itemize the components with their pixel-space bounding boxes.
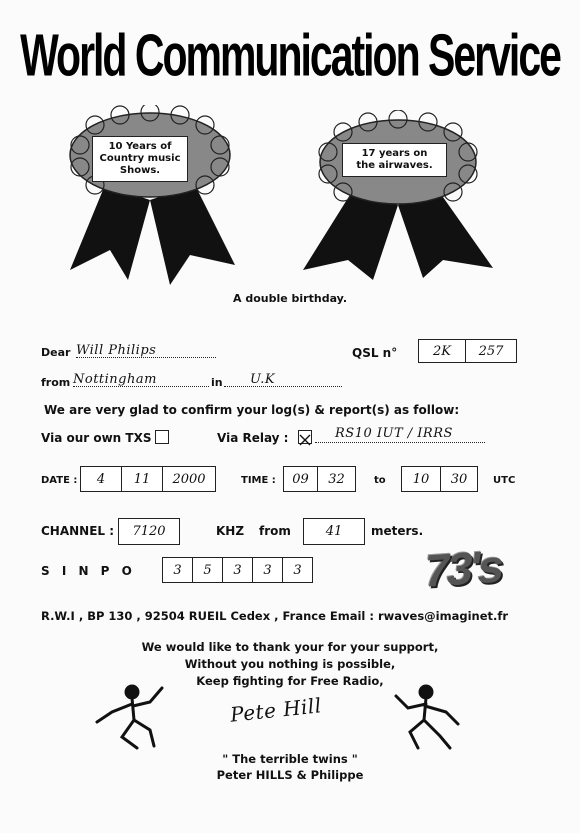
sinpo-label: S I N P O (41, 564, 136, 578)
logo-73s: 73's (420, 539, 505, 597)
qsl-label: QSL n° (352, 346, 398, 360)
address-text: R.W.I , BP 130 , 92504 RUEIL Cedex , France Email : rwaves@imaginet.fr (41, 609, 509, 623)
authors-names: Peter HILLS & Philippe (216, 768, 364, 782)
badge-line: Shows. (119, 165, 161, 176)
signature: Pete Hill (228, 693, 323, 727)
sinpo-p: 3 (252, 557, 283, 583)
qsl-box-1: 2K (418, 339, 466, 363)
from-value: Nottingham (73, 372, 157, 387)
from-label: from (41, 376, 71, 389)
to-label: to (374, 475, 386, 486)
page-title: World Communication Service (20, 22, 560, 89)
thanks-line: We would like to thank your for your support, (141, 640, 439, 654)
via-relay-label: Via Relay : (217, 431, 289, 445)
date-day: 4 (80, 466, 122, 492)
via-own-checkbox (155, 430, 169, 444)
time-from-min: 32 (317, 466, 356, 492)
badge-line: Country music (99, 153, 181, 164)
thanks-message (0, 639, 580, 690)
badge-line: 10 Years of (108, 141, 172, 152)
date-month: 11 (121, 466, 163, 492)
in-value: U.K (250, 372, 276, 387)
channel-value: 7120 (118, 518, 180, 545)
dancing-figure-right-icon (388, 682, 468, 754)
time-label: TIME : (241, 475, 276, 486)
via-relay-checkbox (298, 430, 312, 444)
badge-line: 17 years on (361, 148, 428, 159)
in-label: in (211, 376, 223, 389)
utc-label: UTC (493, 475, 516, 486)
time-to-hour: 10 (401, 466, 441, 492)
meters-value: 41 (303, 518, 365, 545)
thanks-line: Keep fighting for Free Radio, (196, 674, 384, 688)
dancing-figure-left-icon (92, 682, 172, 754)
sinpo-o: 3 (282, 557, 313, 583)
date-label: DATE : (41, 475, 78, 486)
via-own-label: Via our own TXS (41, 431, 152, 445)
sinpo-n: 3 (222, 557, 253, 583)
via-relay-value: RS10 IUT / IRRS (335, 426, 453, 441)
time-from-hour: 09 (283, 466, 318, 492)
meters-label: meters. (371, 524, 424, 538)
badge-country-music (92, 136, 188, 182)
dear-value: Will Philips (76, 343, 157, 358)
from-meters-label: from (259, 524, 291, 538)
badge-line: the airwaves. (356, 160, 433, 171)
time-to-min: 30 (440, 466, 478, 492)
date-year: 2000 (162, 466, 216, 492)
khz-label: KHZ (216, 524, 245, 538)
check-cross-icon (299, 434, 311, 446)
badge-airwaves (342, 143, 447, 177)
right-rosette-icon (298, 110, 498, 285)
sinpo-i: 5 (192, 557, 223, 583)
dear-label: Dear (41, 346, 71, 359)
sinpo-s: 3 (162, 557, 193, 583)
channel-label: CHANNEL : (41, 524, 115, 538)
confirm-text: We are very glad to confirm your log(s) & report(s) as follow: (44, 403, 460, 417)
thanks-line: Without you nothing is possible, (184, 657, 396, 671)
qsl-box-2: 257 (465, 339, 517, 363)
left-rosette-icon (50, 105, 250, 285)
badge-caption: A double birthday. (233, 292, 347, 305)
twins-caption: " The terrible twins " (222, 752, 358, 766)
